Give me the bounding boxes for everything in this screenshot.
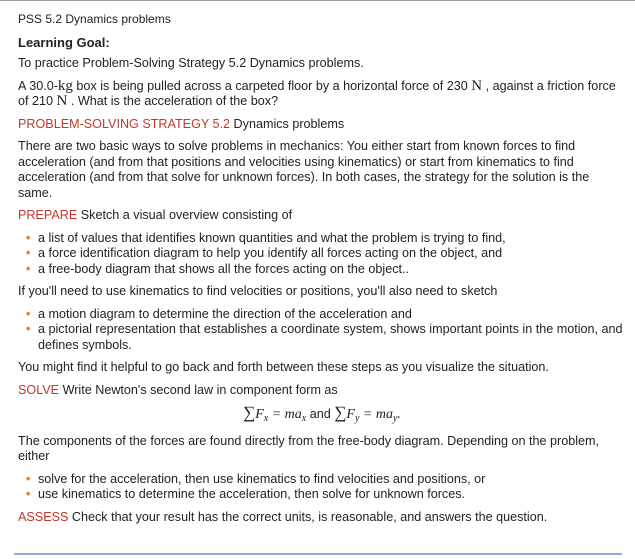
unit-kg: kg [57,77,73,94]
unit-newton-2: N [56,93,68,109]
back-forth-text: You might find it helpful to go back and forth between these steps as you visualize the situation. [18,360,549,374]
strategy-title: Dynamics problems [230,116,345,131]
equation-y-subscript: y [354,413,360,424]
problem-page [18,12,626,532]
list-item [26,231,626,247]
unit-newton-1: N [471,77,483,94]
bullet-icon: • [26,487,31,501]
equation-and: and [306,407,335,421]
equation-ax-subscript: x [301,413,307,424]
problem-text-2: box is being pulled across a carpeted floor by a horizontal force of 230 [72,78,472,93]
strategy-label: PROBLEM-SOLVING STRATEGY 5.2 [18,116,231,131]
list-item [26,262,626,278]
learning-goal-heading: Learning Goal: [18,34,110,50]
equation-fy: F [346,407,355,422]
bullet-icon: • [26,261,31,276]
problem-text-3: , against a friction force of 210 [18,78,616,108]
page-title: PSS 5.2 Dynamics problems [18,12,171,26]
bottom-divider [14,553,622,555]
assess-text: Check that your result has the correct units, is reasonable, and answers the question. [68,509,548,524]
list-item-text: a free-body diagram that shows all the forces acting on the object.. [38,261,410,276]
list-item [26,322,626,353]
list-item-text: a list of values that identifies known quantities and what the problem is trying to find, [38,230,506,245]
assess-label: ASSESS [18,509,69,524]
list-item-text: use kinematics to determine the acceleration, then solve for unknown forces. [38,487,466,501]
sigma-symbol: ∑ [334,403,347,422]
newton-second-law-equation [18,405,626,427]
bullet-icon: • [26,306,31,321]
solve-step [18,383,626,399]
equation-period: . [397,407,401,422]
problem-text-4: . What is the acceleration of the box? [67,94,279,108]
assess-step [18,510,626,526]
list-item [26,307,626,323]
equation-fx: F [255,407,264,422]
prepare-text: Sketch a visual overview consisting of [77,208,293,222]
kinematics-list [18,307,626,354]
bullet-icon: • [26,322,31,336]
list-item-text: a motion diagram to determine the direction of the acceleration and [38,306,412,321]
kinematics-text: If you'll need to use kinematics to find velocities or positions, you'll also need to sketch [18,284,498,298]
prepare-label: PREPARE [18,208,78,222]
list-item [26,487,626,503]
bullet-icon: • [26,471,31,486]
list-item [26,472,626,488]
list-item-text: solve for the acceleration, then use kinematics to find velocities and positions, or [38,471,486,486]
equation-x-subscript: x [263,413,269,424]
equation-ay-subscript: y [392,413,398,424]
strategy-intro: There are two basic ways to solve problems in mechanics: You either start from known forces to find acceleration (and from that positions and velocities using kinematics) or start from kinematics to find acceleration (and from that solve for unknown forces). In both cases, the strategy for the solution is the same. [18,139,590,200]
bullet-icon: • [26,246,31,260]
components-text: The components of the forces are found directly from the free-body diagram. Depending on the problem, either [18,433,600,463]
list-item-text: a force identification diagram to help you identify all forces acting on the object, and [38,246,503,260]
solve-text: Write Newton's second law in component form as [59,382,338,397]
prepare-list [18,231,626,278]
equation-may: = ma [359,407,393,422]
top-divider [0,0,635,1]
strategy-heading [18,117,626,133]
bullet-icon: • [26,230,31,245]
learning-goal-text: To practice Problem-Solving Strategy 5.2 Dynamics problems. [18,56,364,70]
problem-statement [18,79,626,110]
list-item [26,246,626,262]
equation-max: = ma [268,407,302,422]
problem-text-1: A 30.0- [18,78,58,93]
prepare-step [18,208,626,224]
solve-label: SOLVE [18,382,60,397]
sigma-symbol: ∑ [243,403,256,422]
list-item-text: a pictorial representation that establishes a coordinate system, shows important points in the motion, and defines symbols. [38,322,623,352]
solve-list [18,472,626,503]
